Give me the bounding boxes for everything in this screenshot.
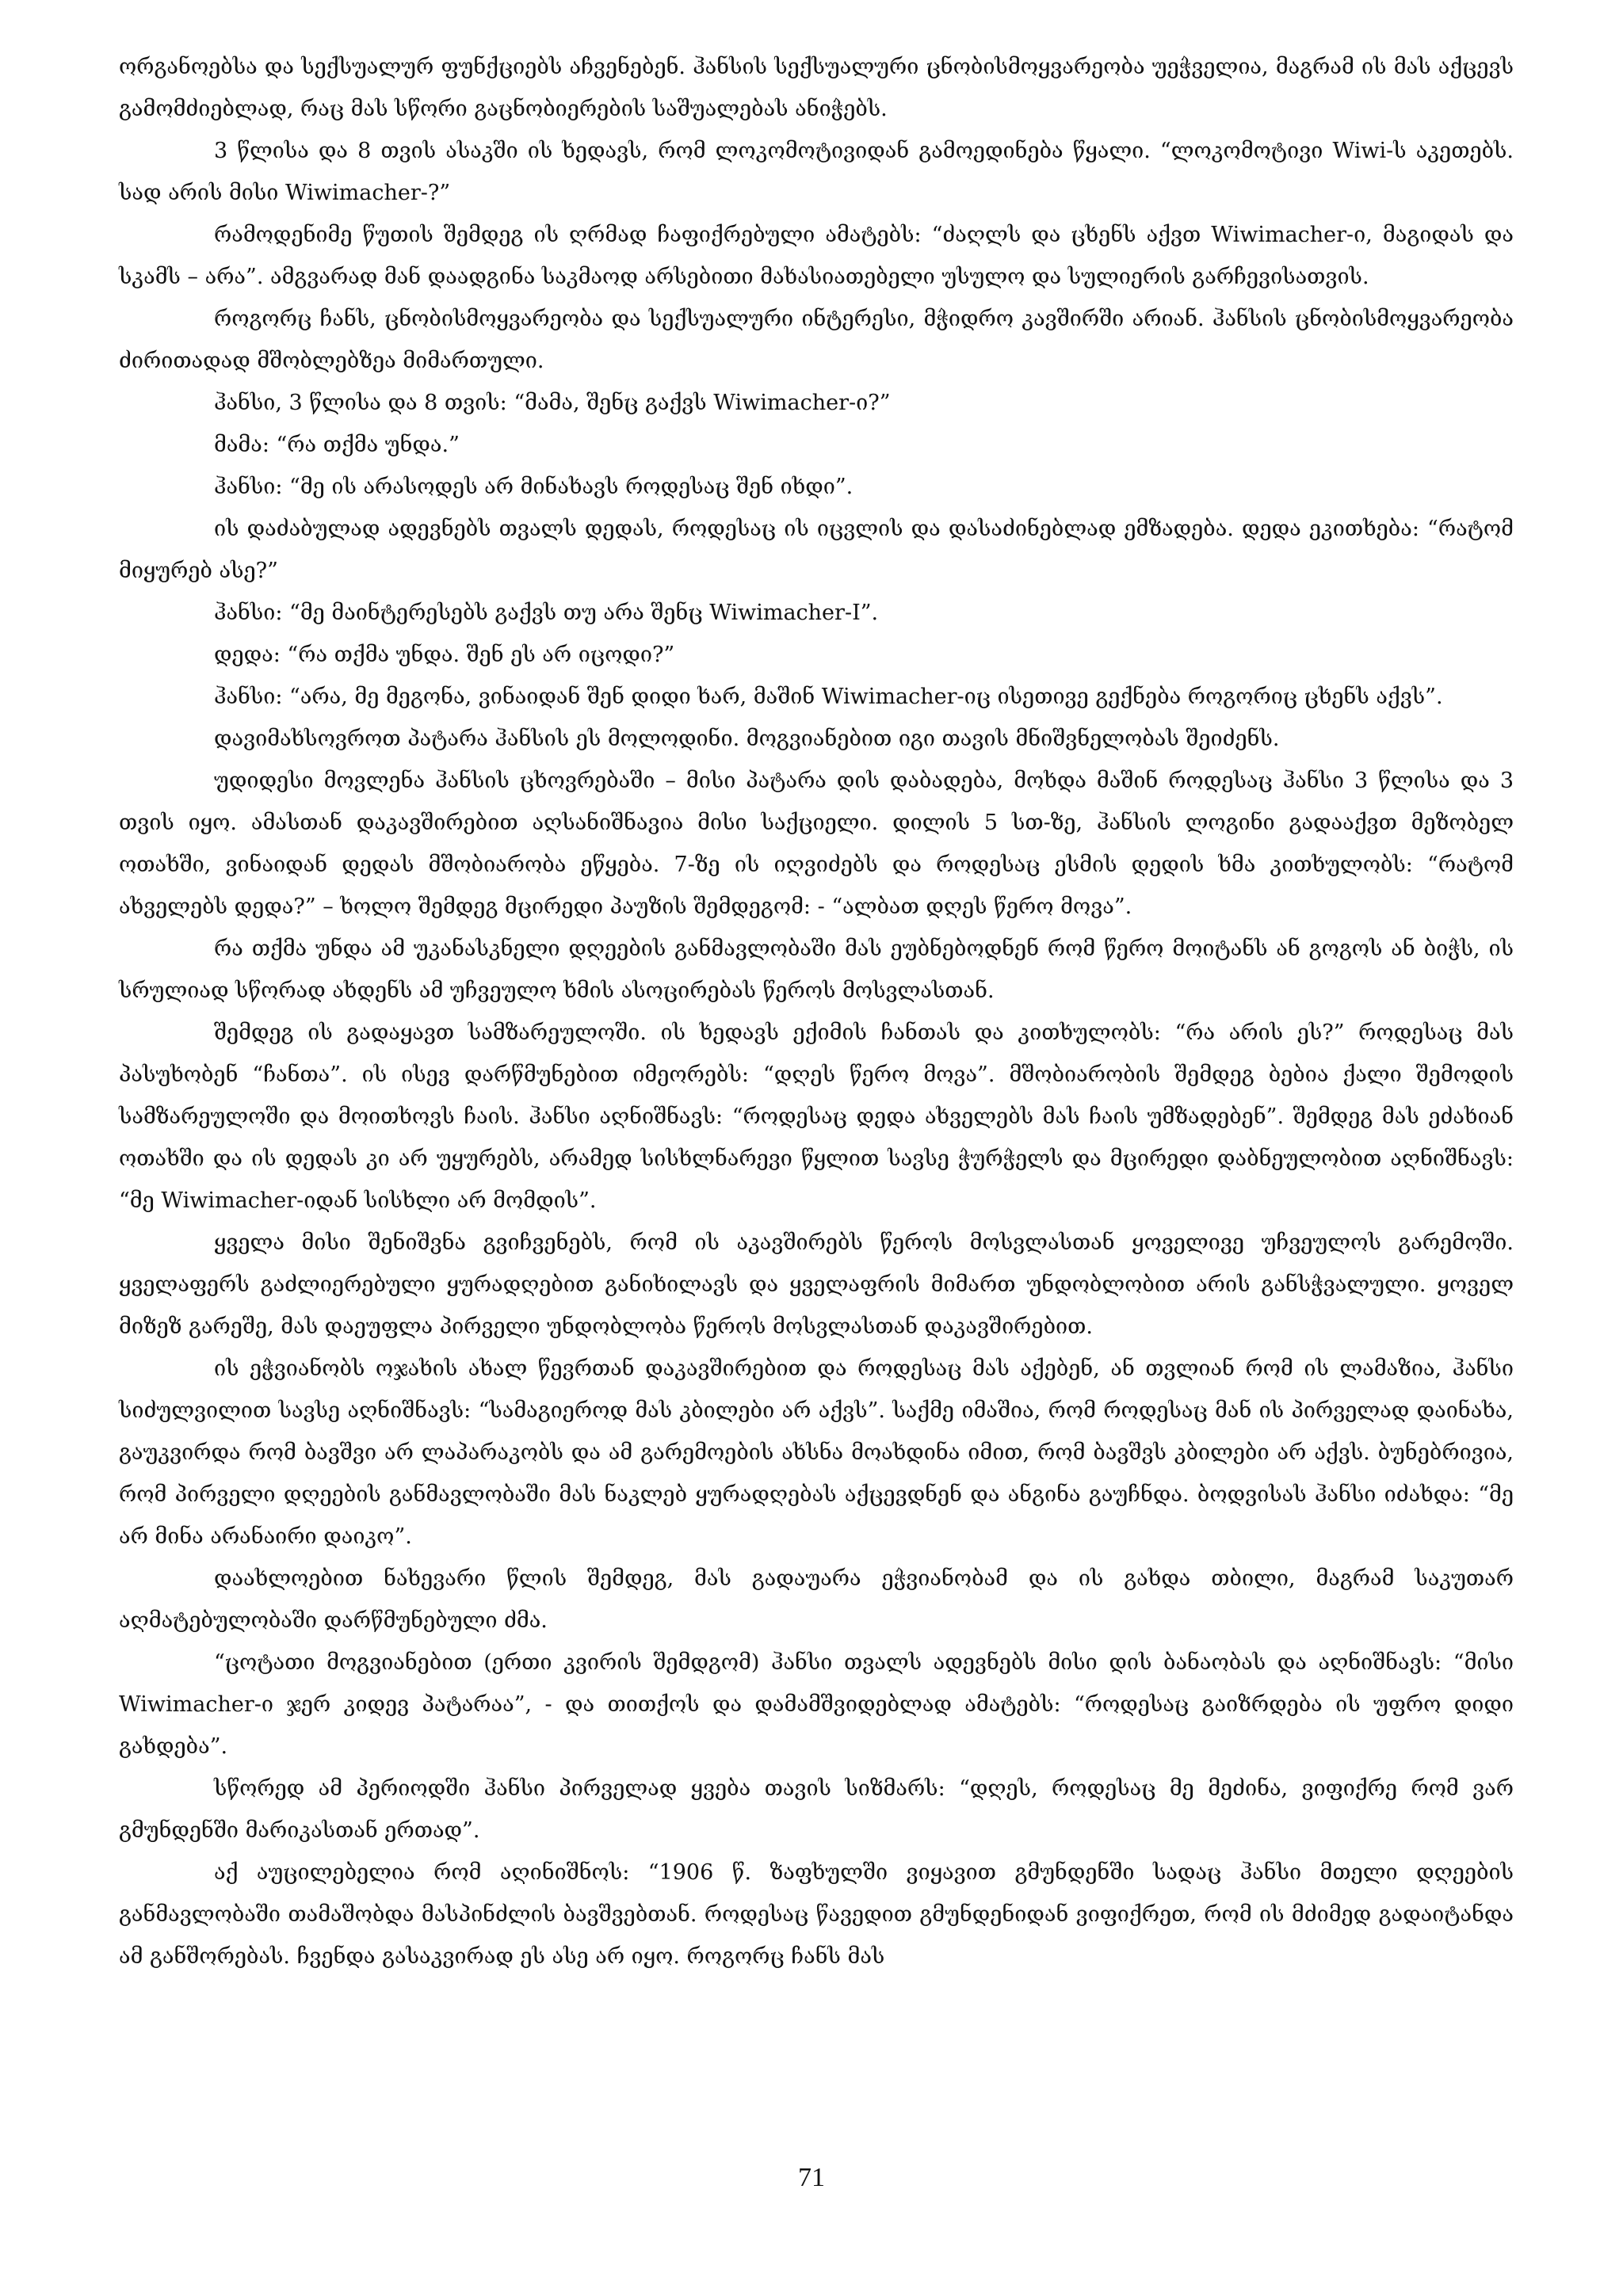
- document-body: [119, 46, 1514, 1978]
- paragraph: აქ აუცილებელია რომ აღინიშნოს: “1906 წ. ზაფხულში ვიყავით გმუნდენში სადაც ჰანსი მთელი დღეების განმავლობაში თამაშობდა მასპინძლის ბავშვებთან. როდესაც წავედით გმუნდენიდან ვიფიქრეთ, რომ ის მძიმედ გადაიტანდა ამ განშორებას. ჩვენდა გასაკვირად ეს ასე არ იყო. როგორც ჩანს მას: [119, 1860, 1514, 1969]
- dialogue-line: დედა: “რა თქმა უნდა. შენ ეს არ იცოდი?”: [214, 643, 675, 667]
- paragraph: რა თქმა უნდა ამ უკანასკნელი დღეების განმავლობაში მას ეუბნებოდნენ რომ წერო მოიტანს ან გოგოს ან ბიჭს, ის სრულიად სწორად ახდენს ამ უჩვეულო ხმის ასოცირებას წეროს მოსვლასთან.: [119, 936, 1514, 1003]
- page-number: 71: [798, 2163, 825, 2192]
- paragraph: როგორც ჩანს, ცნობისმოყვარეობა და სექსუალური ინტერესი, მჭიდრო კავშირში არიან. ჰანსის ცნობისმოყვარეობა ძირითადად მშობლებზეა მიმართული.: [119, 307, 1514, 373]
- paragraph: 3 წლისა და 8 თვის ასაკში ის ხედავს, რომ ლოკომოტივიდან გამოედინება წყალი. “ლოკომოტივი Wiwi-ს აკეთებს. სად არის მისი Wiwimacher-?”: [119, 139, 1514, 205]
- paragraph: ის ეჭვიანობს ოჯახის ახალ წევრთან დაკავშირებით და როდესაც მას აქებენ, ან თვლიან რომ ის ლამაზია, ჰანსი სიძულვილით სავსე აღნიშნავს: “სამაგიეროდ მას კბილები არ აქვს”. საქმე იმაშია, რომ როდესაც მან ის პირველად დაინახა, გაუკვირდა რომ ბავშვი არ ლაპარაკობს და ამ გარემოების ახსნა მოახდინა იმით, რომ ბავშვს კბილები არ აქვს. ბუნებრივია, რომ პირველი დღეების განმავლობაში მას ნაკლებ ყურადღებას აქცევდნენ და ანგინა გაუჩნდა. ბოდვისას ჰანსი იძახდა: “მე არ მინა არანაირი დაიკო”.: [119, 1356, 1514, 1549]
- dialogue-line: მამა: “რა თქმა უნდა.”: [214, 433, 460, 457]
- dialogue-line: ჰანსი: “არა, მე მეგონა, ვინაიდან შენ დიდი ხარ, მაშინ Wiwimacher-იც ისეთივე გექნება როგორიც ცხენს აქვს”.: [214, 685, 1443, 709]
- paragraph: სწორედ ამ პერიოდში ჰანსი პირველად ყვება თავის სიზმარს: “დღეს, როდესაც მე მეძინა, ვიფიქრე რომ ვარ გმუნდენში მარიკასთან ერთად”.: [119, 1776, 1514, 1843]
- paragraph: შემდეგ ის გადაყავთ სამზარეულოში. ის ხედავს ექიმის ჩანთას და კითხულობს: “რა არის ეს?” როდესაც მას პასუხობენ “ჩანთა”. ის ისევ დარწმუნებით იმეორებს: “დღეს წერო მოვა”. მშობიარობის შემდეგ ბებია ქალი შემოდის სამზარეულოში და მოითხოვს ჩაის. ჰანსი აღნიშნავს: “როდესაც დედა ახველებს მას ჩაის უმზადებენ”. შემდეგ მას ეძახიან ოთახში და ის დედას კი არ უყურებს, არამედ სისხლნარევი წყლით სავსე ჭურჭელს და მცირედი დაბნეულობით აღნიშნავს: “მე Wiwimacher-იდან სისხლი არ მომდის”.: [119, 1020, 1514, 1213]
- paragraph: “ცოტათი მოგვიანებით (ერთი კვირის შემდგომ) ჰანსი თვალს ადევნებს მისი დის ბანაობას და აღნიშნავს: “მისი Wiwimacher-ი ჯერ კიდევ პატარაა”, - და თითქოს და დამამშვიდებლად ამატებს: “როდესაც გაიზრდება ის უფრო დიდი გახდება”.: [119, 1650, 1514, 1759]
- paragraph: ყველა მისი შენიშვნა გვიჩვენებს, რომ ის აკავშირებს წეროს მოსვლასთან ყოველივე უჩვეულოს გარემოში. ყველაფერს გაძლიერებული ყურადღებით განიხილავს და ყველაფრის მიმართ უნდობლობით არის განსჭვალული. ყოველ მიზეზ გარეშე, მას დაეუფლა პირველი უნდობლობა წეროს მოსვლასთან დაკავშირებით.: [119, 1230, 1514, 1339]
- paragraph: უდიდესი მოვლენა ჰანსის ცხოვრებაში – მისი პატარა დის დაბადება, მოხდა მაშინ როდესაც ჰანსი 3 წლისა და 3 თვის იყო. ამასთან დაკავშირებით აღსანიშნავია მისი საქციელი. დილის 5 სთ-ზე, ჰანსის ლოგინი გადააქვთ მეზობელ ოთახში, ვინაიდან დედას მშობიარობა ეწყება. 7-ზე ის იღვიძებს და როდესაც ესმის დედის ხმა კითხულობს: “რატომ ახველებს დედა?” – ხოლო შემდეგ მცირედი პაუზის შემდეგომ: - “ალბათ დღეს წერო მოვა”.: [119, 769, 1514, 919]
- paragraph: ის დაძაბულად ადევნებს თვალს დედას, როდესაც ის იცვლის და დასაძინებლად ემზადება. დედა ეკითხება: “რატომ მიყურებ ასე?”: [119, 517, 1514, 583]
- dialogue-line: ჰანსი: “მე ის არასოდეს არ მინახავს როდესაც შენ იხდი”.: [214, 475, 854, 499]
- dialogue-line: ჰანსი, 3 წლისა და 8 თვის: “მამა, შენც გაქვს Wiwimacher-ი?”: [214, 391, 891, 415]
- paragraph-continued: ორგანოებსა და სექსუალურ ფუნქციებს აჩვენებენ. ჰანსის სექსუალური ცნობისმოყვარეობა უეჭველია, მაგრამ ის მას აქცევს გამომძიებლად, რაც მას სწორი გაცნობიერების საშუალებას ანიჭებს.: [119, 55, 1514, 121]
- paragraph: დაახლოებით ნახევარი წლის შემდეგ, მას გადაუარა ეჭვიანობამ და ის გახდა თბილი, მაგრამ საკუთარ აღმატებულობაში დარწმუნებული ძმა.: [119, 1566, 1514, 1633]
- paragraph: რამოდენიმე წუთის შემდეგ ის ღრმად ჩაფიქრებული ამატებს: “ძაღლს და ცხენს აქვთ Wiwimacher-ი, მაგიდას და სკამს – არა”. ამგვარად მან დაადგინა საკმაოდ არსებითი მახასიათებელი უსულო და სულიერის გარჩევისათვის.: [119, 223, 1514, 289]
- paragraph: დავიმახსოვროთ პატარა ჰანსის ეს მოლოდინი. მოგვიანებით იგი თავის მნიშვნელობას შეიძენს.: [214, 727, 1280, 751]
- dialogue-line: ჰანსი: “მე მაინტერესებს გაქვს თუ არა შენც Wiwimacher-I”.: [214, 601, 879, 625]
